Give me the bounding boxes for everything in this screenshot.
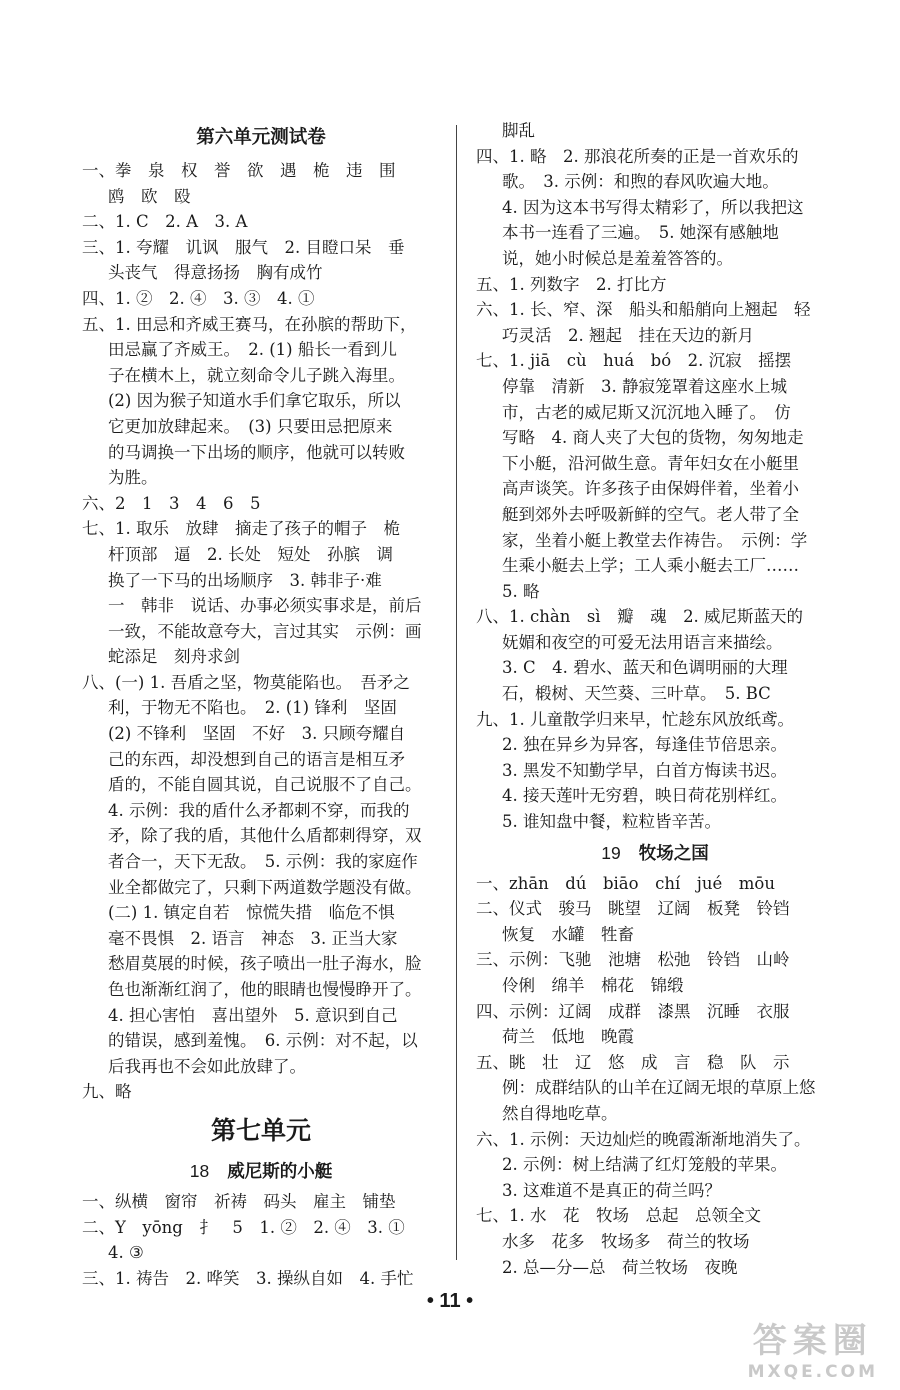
answer-line: 写略 4. 商人夹了大包的货物，匆匆地走 [502, 428, 804, 448]
answer-line: 脚乱 [502, 121, 535, 140]
answer-line: 然自得地吃草。 [502, 1103, 618, 1123]
answer-line: 水多 花多 牧场多 荷兰的牧场 [502, 1231, 750, 1251]
answer-line: 五、1. 田忌和齐威王赛马，在孙膑的帮助下， [82, 314, 417, 334]
answer-line: 二、1. C 2. A 3. A [82, 212, 248, 232]
answer-line: 停靠 清新 3. 静寂笼罩着这座水上城 [502, 376, 787, 396]
answer-line: 五、1. 列数字 2. 打比方 [476, 274, 667, 294]
answer-line: 荷兰 低地 晚霞 [502, 1027, 634, 1047]
answer-line: 四、1. ② 2. ④ 3. ③ 4. ① [82, 288, 315, 308]
lesson-heading [80, 1153, 442, 1189]
answer-line: 3. 这难道不是真正的荷兰吗？ [502, 1180, 721, 1200]
lesson-heading [474, 835, 836, 871]
answer-line: 三、1. 夸耀 讥讽 服气 2. 目瞪口呆 垂 [82, 237, 405, 257]
answer-line: 毫不畏惧 2. 语言 神态 3. 正当大家 [108, 928, 398, 948]
answer-line: 下小艇，沿河做生意。青年妇女在小艇里 [502, 453, 799, 473]
unit-heading: 第七单元 [210, 1115, 311, 1145]
answer-line: 四、示例：辽阔 成群 漆黑 沉睡 衣服 [476, 1001, 790, 1021]
answer-line: 它更加放肆起来。 (3) 只要田忌把原来 [108, 416, 393, 436]
answer-line: 伶俐 绵羊 棉花 锦缎 [502, 976, 684, 995]
answer-line: 为胜。 [108, 468, 158, 488]
answer-line: (二) 1. 镇定自若 惊慌失措 临危不惧 [108, 903, 395, 923]
answer-line: 石，椴树、天竺葵、三叶草。 5. BC [502, 684, 771, 704]
answer-line: 3. C 4. 碧水、蓝天和色调明丽的大理 [502, 658, 788, 678]
answer-line: 歌。 3. 示例：和煦的春风吹遍大地。 [502, 172, 779, 192]
answer-line: 一、zhān dú biāo chí jué mōu [476, 873, 775, 893]
answer-line: 七、1. 取乐 放肆 摘走了孩子的帽子 桅 [82, 519, 400, 539]
answer-line: 子在横木上，就立刻命令儿子跳入海里。 [108, 365, 405, 385]
answer-line: 七、1. jiā cù huá bó 2. 沉寂 摇摆 [476, 351, 792, 371]
answer-line: 后我再也不会如此放肆了。 [108, 1056, 306, 1076]
answer-line: 高声谈笑。许多孩子由保姆伴着，坐着小 [502, 479, 799, 499]
answer-line: 3. 黑发不知勤学早，白首方悔读书迟。 [502, 760, 787, 780]
column-divider [456, 125, 457, 1260]
lesson-number: 19 [601, 842, 621, 863]
answer-line: 妩媚和夜空的可爱无法用语言来描绘。 [502, 632, 783, 652]
answer-line: 盾的，不能自圆其说，自己说服不了自己。 [108, 775, 422, 795]
answer-line: 三、1. 祷告 2. 哗笑 3. 操纵自如 4. 手忙 [82, 1268, 414, 1288]
lesson-title: 威尼斯的小艇 [227, 1161, 333, 1182]
answer-line: 4. 示例：我的盾什么矛都刺不穿，而我的 [108, 800, 410, 820]
answer-line: 三、示例：飞驰 池塘 松弛 铃铛 山岭 [476, 950, 790, 970]
answer-line: 5. 略 [502, 581, 540, 601]
answer-line: 生乘小艇去上学；工人乘小艇去工厂…… [502, 556, 799, 576]
lesson-number: 18 [189, 1160, 210, 1181]
answer-line: 四、1. 略 2. 那浪花所奏的正是一首欢乐的 [476, 146, 799, 166]
answer-line: 六、1. 示例：天边灿烂的晚霞渐渐地消失了。 [476, 1129, 811, 1149]
answer-line: 八、1. chàn sì 瓣 魂 2. 威尼斯蓝天的 [476, 607, 804, 627]
answer-line: 愁眉莫展的时候，孩子喷出一肚子海水，脸 [108, 954, 422, 974]
site-watermark [748, 1313, 878, 1382]
answer-line: 一、纵横 窗帘 祈祷 码头 雇主 铺垫 [82, 1191, 396, 1211]
answer-line: 利，于物无不陷也。 2. (1) 锋利 坚固 [108, 698, 397, 718]
answer-line: 业全都做完了，只剩下两道数学题没有做。 [108, 877, 422, 897]
answer-line: 九、略 [82, 1082, 132, 1102]
answer-line: 的马调换一下出场的顺序，他就可以转败 [108, 442, 405, 462]
answer-line: 田忌赢了齐威王。 2. (1) 船长一看到儿 [108, 340, 397, 360]
answer-line: 者合一，天下无敌。 5. 示例：我的家庭作 [108, 852, 418, 872]
answer-line: 八、(一) 1. 吾盾之坚，物莫能陷也。 吾矛之 [82, 672, 410, 692]
answer-line: 六、2 1 3 4 6 5 [82, 493, 261, 513]
answer-line: 例：成群结队的山羊在辽阔无垠的草原上悠 [502, 1078, 816, 1098]
answer-line: 4. 接天莲叶无穷碧，映日荷花别样红。 [502, 786, 787, 806]
answer-line: 鸥 欧 殴 [108, 186, 191, 206]
answer-line: 二、Y yōng 扌 5 1. ② 2. ④ 3. ① [82, 1217, 405, 1237]
answer-line: 一致，不能故意夸大，言过其实 示例：画 [108, 621, 422, 641]
answer-line: 说，她小时候总是羞羞答答的。 [502, 248, 733, 268]
answer-line: 艇到郊外去呼吸新鲜的空气。老人带了全 [502, 504, 799, 524]
answer-line: 一、拳 泉 权 誉 欲 遇 桅 违 围 [82, 161, 396, 180]
answer-line: 4. 因为这本书写得太精彩了，所以我把这 [502, 197, 804, 217]
answer-line: 2. 总—分—总 荷兰牧场 夜晚 [502, 1257, 738, 1277]
answer-line: 五、眺 壮 辽 悠 成 言 稳 队 示 [476, 1052, 790, 1072]
answer-line: 市，古老的威尼斯又沉沉地入睡了。 仿 [502, 402, 791, 422]
answer-line: 色也渐渐红润了，他的眼睛也慢慢睁开了。 [108, 980, 422, 999]
answer-line: 九、1. 儿童散学归来早，忙趁东风放纸鸢。 [476, 709, 794, 729]
answer-line: 5. 谁知盘中餐，粒粒皆辛苦。 [502, 812, 721, 832]
answer-line: 七、1. 水 花 牧场 总起 总领全文 [476, 1206, 761, 1226]
watermark-logo-text: 答案圈 [752, 1321, 873, 1361]
answer-line: 一 韩非 说话、办事必须实事求是，前后 [108, 596, 422, 616]
answer-line: 4. 担心害怕 喜出望外 5. 意识到自己 [108, 1005, 398, 1025]
answer-line: 恢复 水罐 牲畜 [502, 924, 634, 944]
answer-line: (2) 因为猴子知道水手们拿它取乐，所以 [108, 391, 401, 411]
answer-line: 杆顶部 逼 2. 长处 短处 孙膑 调 [108, 544, 393, 564]
answer-line: 的错误，感到羞愧。 6. 示例：对不起，以 [108, 1031, 418, 1051]
left-column [80, 118, 442, 1291]
answer-line: 2. 示例：树上结满了红灯笼般的苹果。 [502, 1155, 787, 1175]
answer-line: 巧灵活 2. 翘起 挂在天边的新月 [502, 325, 754, 345]
answer-line: 换了一下马的出场顺序 3. 韩非子·难 [108, 570, 382, 590]
answer-line: 头丧气 得意扬扬 胸有成竹 [108, 263, 323, 283]
answer-line: (2) 不锋利 坚固 不好 3. 只顾夸耀自 [108, 724, 406, 744]
answer-line: 矛，除了我的盾，其他什么盾都刺得穿，双 [108, 826, 422, 846]
answer-line: 二、仪式 骏马 眺望 辽阔 板凳 铃铛 [476, 899, 790, 919]
answer-line: 己的东西，却没想到自己的语言是相互矛 [108, 749, 405, 769]
right-column [474, 118, 836, 1280]
section-heading: 第六单元测试卷 [196, 127, 326, 148]
watermark-site-text: MXQE.COM [747, 1362, 878, 1382]
answer-line: 本书一连看了三遍。 5. 她深有感触地 [502, 223, 779, 243]
answer-line: 2. 独在异乡为异客，每逢佳节倍思亲。 [502, 735, 787, 755]
answer-line: 家，坐着小艇上教堂去作祷告。 示例：学 [502, 530, 808, 550]
page-number: • 11 • [426, 1290, 474, 1312]
answer-line: 蛇添足 刻舟求剑 [108, 647, 240, 667]
answer-line: 4. ③ [108, 1243, 144, 1263]
lesson-title: 牧场之国 [638, 843, 709, 864]
answer-line: 六、1. 长、窄、深 船头和船艄向上翘起 轻 [476, 300, 811, 320]
